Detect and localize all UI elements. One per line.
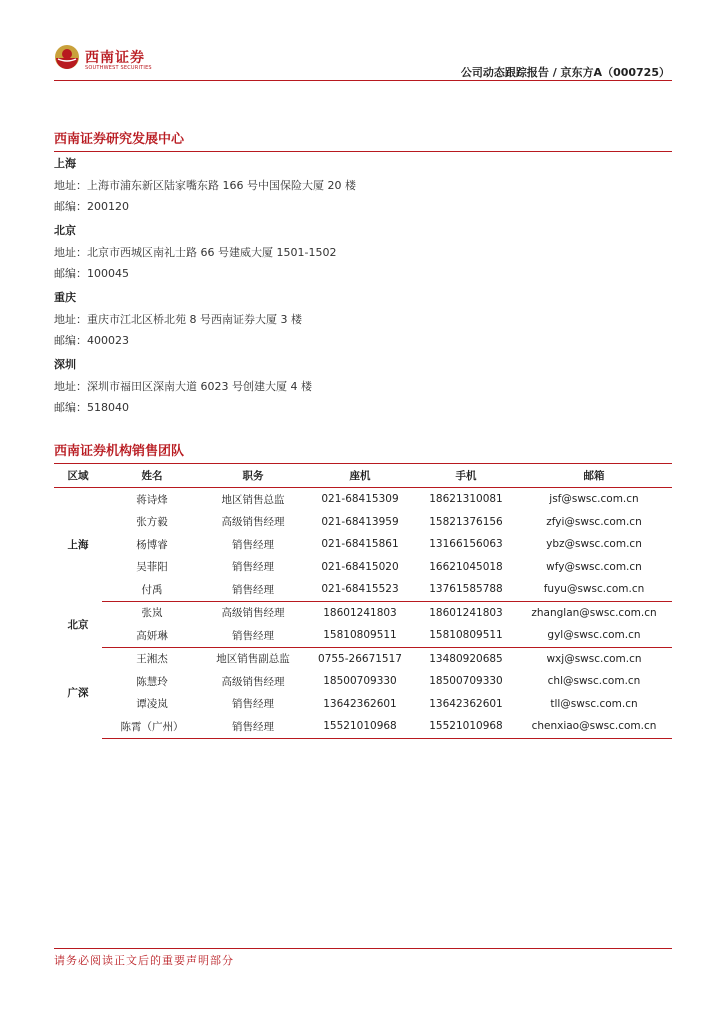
table-row bbox=[54, 556, 672, 579]
table-row bbox=[54, 533, 672, 556]
column-header: 邮箱 bbox=[516, 463, 672, 488]
title-cell: 销售经理 bbox=[232, 698, 274, 711]
office-address: 地址：北京市西城区南礼士路 66 号建威大厦 1501-1502 bbox=[54, 246, 337, 259]
office-city: 深圳 bbox=[54, 358, 76, 371]
column-header: 职务 bbox=[202, 463, 304, 488]
email-cell: zhanglan@swsc.com.cn bbox=[531, 606, 657, 619]
email-cell: wfy@swsc.com.cn bbox=[546, 560, 642, 573]
name-cell: 张岚 bbox=[141, 607, 163, 620]
column-header: 姓名 bbox=[102, 463, 202, 488]
table-row bbox=[54, 693, 672, 716]
brand-name: 西南证券 bbox=[85, 50, 145, 66]
mobile-cell: 16621045018 bbox=[429, 560, 503, 573]
email-cell: chenxiao@swsc.com.cn bbox=[516, 715, 672, 738]
mobile-cell: 18500709330 bbox=[429, 675, 503, 688]
title-cell: 地区销售总监 bbox=[221, 493, 285, 506]
email-cell: fuyu@swsc.com.cn bbox=[516, 578, 672, 601]
office-postcode: 邮编：200120 bbox=[54, 200, 129, 213]
mobile-cell: 15821376156 bbox=[429, 515, 503, 528]
email-cell: wxj@swsc.com.cn bbox=[546, 652, 642, 665]
email-cell: tll@swsc.com.cn bbox=[550, 697, 638, 710]
region-cell: 广深 bbox=[67, 687, 89, 699]
table-row bbox=[54, 624, 672, 647]
name-cell: 陈慧玲 bbox=[136, 675, 168, 688]
office-postcode: 邮编：400023 bbox=[54, 334, 129, 347]
name-cell: 杨博睿 bbox=[136, 538, 168, 551]
phone-cell: 0755-26671517 bbox=[318, 652, 402, 665]
email-cell: zfyi@swsc.com.cn bbox=[546, 515, 642, 528]
table-row bbox=[54, 578, 672, 601]
mobile-cell: 15810809511 bbox=[416, 624, 516, 647]
phone-cell: 18601241803 bbox=[323, 606, 397, 619]
column-header: 座机 bbox=[304, 463, 416, 488]
office-address: 地址：深圳市福田区深南大道 6023 号创建大厦 4 楼 bbox=[54, 380, 312, 393]
phone-cell: 18500709330 bbox=[323, 675, 397, 688]
office-postcode: 邮编：100045 bbox=[54, 267, 129, 280]
column-header: 手机 bbox=[416, 463, 516, 488]
office-city: 重庆 bbox=[54, 291, 76, 304]
office-address: 地址：重庆市江北区桥北苑 8 号西南证券大厦 3 楼 bbox=[54, 313, 302, 326]
mobile-cell: 18601241803 bbox=[429, 606, 503, 619]
phone-cell: 15521010968 bbox=[304, 715, 416, 738]
mobile-cell: 13480920685 bbox=[429, 652, 503, 665]
mobile-cell: 18621310081 bbox=[429, 493, 503, 506]
title-cell: 高级销售经理 bbox=[221, 516, 285, 529]
title-cell: 高级销售经理 bbox=[221, 675, 285, 688]
table-row bbox=[54, 601, 672, 624]
mobile-cell: 15521010968 bbox=[416, 715, 516, 738]
footer-divider bbox=[54, 948, 672, 949]
report-title: 公司动态跟踪报告 / 京东方A（000725） bbox=[460, 66, 670, 79]
phone-cell: 021-68415861 bbox=[321, 538, 399, 551]
email-cell: gyl@swsc.com.cn bbox=[516, 624, 672, 647]
office-address: 地址：上海市浦东新区陆家嘴东路 166 号中国保险大厦 20 楼 bbox=[54, 179, 356, 192]
mobile-cell: 13761585788 bbox=[416, 578, 516, 601]
region-cell: 上海 bbox=[67, 539, 89, 551]
disclaimer-notice: 请务必阅读正文后的重要声明部分 bbox=[54, 954, 234, 967]
title-cell: 销售经理 bbox=[202, 624, 304, 647]
table-header-row bbox=[54, 463, 672, 488]
title-cell: 销售经理 bbox=[202, 715, 304, 738]
table-row bbox=[54, 511, 672, 534]
phone-cell: 13642362601 bbox=[323, 697, 397, 710]
name-cell: 陈霄（广州） bbox=[102, 715, 202, 738]
company-logo bbox=[54, 44, 154, 74]
phone-cell: 021-68413959 bbox=[321, 515, 399, 528]
office-city: 北京 bbox=[54, 224, 76, 237]
brand-name-en: SOUTHWEST SECURITIES bbox=[85, 65, 152, 71]
table-row bbox=[54, 488, 672, 511]
office-postcode: 邮编：518040 bbox=[54, 401, 129, 414]
swsc-logo-icon bbox=[54, 44, 80, 70]
phone-cell: 021-68415523 bbox=[304, 578, 416, 601]
table-row bbox=[54, 670, 672, 693]
name-cell: 张方毅 bbox=[136, 516, 168, 529]
phone-cell: 15810809511 bbox=[304, 624, 416, 647]
table-row bbox=[54, 715, 672, 738]
name-cell: 付禹 bbox=[102, 578, 202, 601]
name-cell: 吴菲阳 bbox=[136, 561, 168, 574]
column-header: 区域 bbox=[54, 463, 102, 488]
email-cell: chl@swsc.com.cn bbox=[547, 675, 641, 688]
email-cell: jsf@swsc.com.cn bbox=[549, 493, 639, 506]
title-cell: 高级销售经理 bbox=[221, 607, 285, 620]
title-cell: 地区销售副总监 bbox=[216, 653, 290, 666]
name-cell: 谭凌岚 bbox=[136, 698, 168, 711]
mobile-cell: 13642362601 bbox=[429, 697, 503, 710]
mobile-cell: 13166156063 bbox=[429, 538, 503, 551]
email-cell: ybz@swsc.com.cn bbox=[546, 538, 642, 551]
research-center-title: 西南证券研究发展中心 bbox=[54, 128, 672, 152]
title-cell: 销售经理 bbox=[232, 538, 274, 551]
phone-cell: 021-68415020 bbox=[321, 560, 399, 573]
sales-team-body bbox=[54, 488, 672, 739]
name-cell: 王湘杰 bbox=[136, 653, 168, 666]
office-city: 上海 bbox=[54, 157, 76, 170]
phone-cell: 021-68415309 bbox=[321, 493, 399, 506]
title-cell: 销售经理 bbox=[232, 561, 274, 574]
region-cell: 北京 bbox=[67, 618, 89, 631]
sales-team-title: 西南证券机构销售团队 bbox=[54, 440, 672, 464]
header-divider bbox=[54, 80, 672, 81]
table-row bbox=[54, 647, 672, 670]
title-cell: 销售经理 bbox=[202, 578, 304, 601]
name-cell: 高妍琳 bbox=[102, 624, 202, 647]
sales-team-table bbox=[54, 463, 672, 739]
name-cell: 蒋诗烽 bbox=[136, 493, 168, 506]
